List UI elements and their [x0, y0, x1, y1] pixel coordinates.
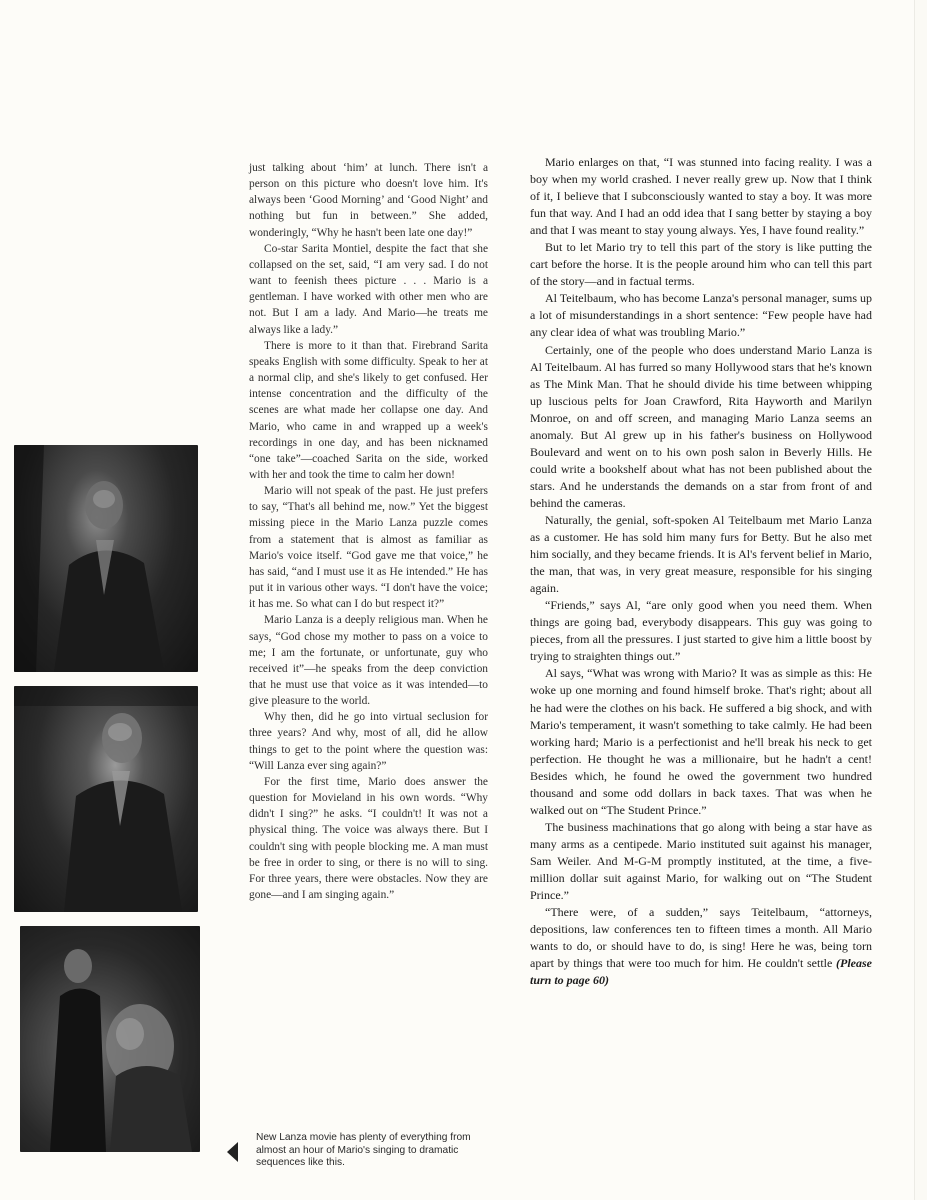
left-paragraph-1: just talking about ‘him’ at lunch. There isn't a person on this picture who doesn't love him. It's always been ‘Good Morning’ and ‘Good Night’ and nothing but fun in between.” She added, wonderingly, “Why he hasn't been late one day!” — [249, 162, 488, 239]
photo-lanza-scene — [14, 686, 198, 912]
final-paragraph-text: “There were, of a sudden,” says Teitelbaum, “attorneys, depositions, law conferences ten to fifteen times a month. All Mario wants to do, or should have to do, is sing! Here he was, being torn apart by things that were too much for him. He couldn't settle — [530, 905, 872, 971]
article-right-column — [530, 154, 872, 989]
right-paragraph-7: Al says, “What was wrong with Mario? It was as simple as this: He woke up one morning and found himself broke. That's right; about all he had were the clothes on his back. He suffered a big shock, and with Mario's temperament, it wasn't something to take calmly. He had been working hard; Mario is a perfectionist and he'll break his neck to get perfection. He thought he was a millionaire, but he hadn't a cent! Besides which, he found he owed the government two hundred thousand and some odd dollars in back taxes. That was when he walked out on “The Student Prince.” — [530, 666, 872, 817]
right-paragraph-4: Certainly, one of the people who does understand Mario Lanza is Al Teitelbaum. Al has furred so many Hollywood stars that he's known as The Mink Man. That he should divide his time between whipping up luscious pelts for Joan Crawford, Rita Hayworth and Marilyn Monroe, on and off screen, and managing Mario Lanza seems an anomaly. But Al grew up in his father's business on Hollywood Boulevard and went on to his own posh salon in Beverly Hills. He could write a bookshelf about what has not been published about the stars. And he understands the demands on a star from front of and behind the cameras. — [530, 342, 872, 510]
photo-dramatic-sequence — [20, 926, 200, 1152]
photo-2-figure — [14, 686, 198, 912]
photo-lanza-closeup — [14, 445, 198, 672]
right-paragraph-1: Mario enlarges on that, “I was stunned into facing reality. I was a boy when my world crashed. I never really grew up. Now that I think of it, I believe that I subconsciously wanted to stay a boy. It was more fun that way. And I had an odd idea that I sang better by staying a boy and that I was meant to stay young always. Yes, I have found reality.” — [530, 155, 872, 238]
right-paragraph-3: Al Teitelbaum, who has become Lanza's personal manager, sums up a lot of misunderstandings in a short sentence: “Few people have had any clear idea of what was troubling Mario.” — [530, 291, 872, 340]
left-paragraph-2: Co-star Sarita Montiel, despite the fact that she collapsed on the set, said, “I am very sad. I do not want to feenish thees picture . . . Mario is a gentleman. I have worked with other men who are not. But I am a lady. And Mario—he treats me always like a lady.” — [249, 242, 488, 336]
photo-1-figure — [14, 445, 198, 672]
continuation-note: (Please turn to page 60) — [530, 956, 872, 988]
left-paragraph-7: For the first time, Mario does answer the question for Movieland in his own words. “Why didn't I sing?” he asks. “I couldn't! It was not a physical thing. The voice was always there. But I couldn't sing with people blocking me. A man must be free in order to sing, or there is no will to sing. For three years, there were obstacles. Now they are gone—and I am singing again.” — [249, 775, 488, 902]
left-paragraph-6: Why then, did he go into virtual seclusion for three years? And why, most of all, did he allow things to get to the point where the question was: “Will Lanza ever sing again?” — [249, 711, 488, 772]
right-paragraph-5: Naturally, the genial, soft-spoken Al Teitelbaum met Mario Lanza as a customer. He has sold him many furs for Betty. But he also met him socially, and they became friends. It is Al's fervent belief in Mario, the man, that was, in very great measure, responsible for his singing again. — [530, 512, 872, 596]
left-paragraph-3: There is more to it than that. Firebrand Sarita speaks English with some difficulty. Speak to her at a normal clip, and she's likely to get confused. Her intense concentration and the difficulty of the scenes are what made her collapse one day. And Mario, who came in and wrapped up a week's recordings in one day, and has been nicknamed “one take”—coached Sarita on the side, worked with her and took the time to calm her down! — [249, 339, 488, 481]
left-paragraph-4: Mario will not speak of the past. He just prefers to say, “That's all behind me, now.” Yet the biggest missing piece in the Mario Lanza puzzle comes from a statement that is almost as familiar as Mario's voice itself. “God gave me that voice,” he has said, “and I must use it as He intended.” He has put it in various other ways. “I don't have the voice; it has me. So what can I do but respect it?” — [249, 485, 488, 611]
photo-caption: New Lanza movie has plenty of everything from almost an hour of Mario's singing to dramatic sequences like this. — [256, 1132, 471, 1169]
page-edge — [914, 0, 927, 1200]
photo-3-figures — [20, 926, 200, 1152]
right-paragraph-9 — [530, 904, 872, 989]
right-paragraph-2: But to let Mario try to tell this part of the story is like putting the cart before the horse. It is the people around him who can tell this part of the story—and in factual terms. — [530, 240, 872, 289]
right-paragraph-6: “Friends,” says Al, “are only good when you need them. When things are going bad, everybody disappears. This guy was going to pieces, from all the pressures. I just started to give him a little boost by trying to straighten things out.” — [530, 598, 872, 664]
right-paragraph-8: The business machinations that go along with being a star have as many arms as a centipede. Mario instituted suit against his manager, Sam Weiler. And M-G-M promptly instituted, at the time, a five-million dollar suit against Mario, for walking out on “The Student Prince.” — [530, 819, 872, 903]
left-paragraph-5: Mario Lanza is a deeply religious man. When he says, “God chose my mother to pass on a voice to me; I am the fortunate, or unfortunate, guy who received it”—he speaks from the deep conviction that he must use that voice as it was intended—to give pleasure to the world. — [249, 614, 488, 708]
caption-pointer-icon — [227, 1142, 238, 1162]
